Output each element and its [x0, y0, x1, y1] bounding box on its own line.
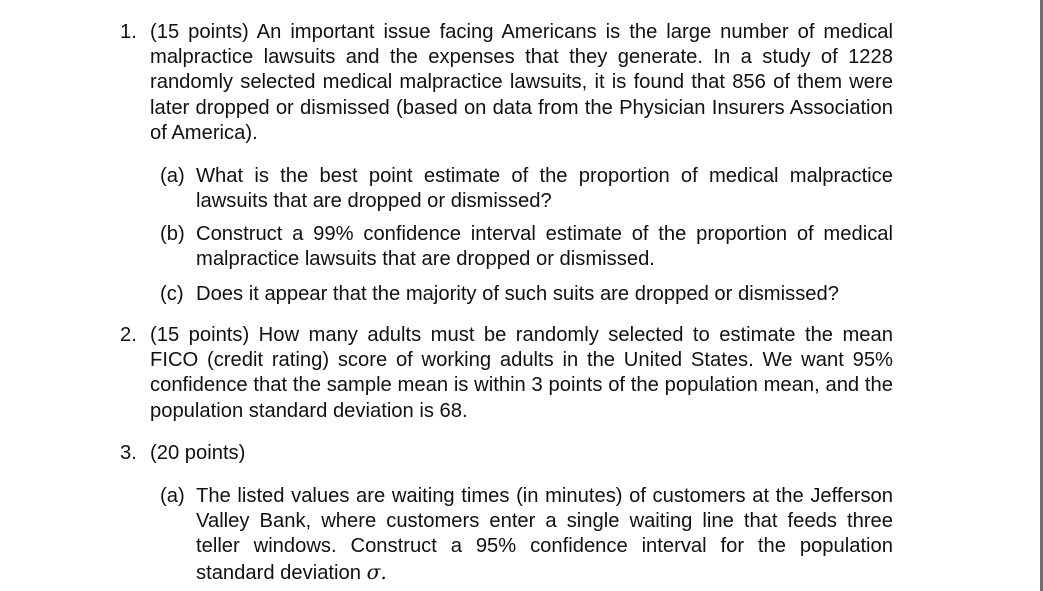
problem-text: (20 points) — [150, 442, 246, 464]
problem-text: (15 points) An important issue facing Americans is the large number of medical malpractice lawsuits and the expenses that they generate. In a study of 1228 randomly selected medical malpractice lawsuits, it is found that 856 of them were later dropped or dismissed (based on data from the Physician Insurers Association of America). — [150, 21, 893, 144]
problem-1-part-c — [160, 282, 893, 307]
problem-number: 2. — [120, 324, 137, 346]
part-label: (b) — [160, 223, 185, 245]
part-text — [196, 484, 893, 586]
problem-1-part-a — [160, 164, 893, 214]
problem-3-part-a — [160, 484, 893, 586]
problem-2 — [120, 323, 893, 424]
part-text: Construct a 99% confidence interval estimate of the proportion of medical malpractice lawsuits that are dropped or dismissed. — [196, 223, 893, 271]
part-text-main: The listed values are waiting times (in minutes) of customers at the Jefferson Valley Bank, where customers enter a single waiting line that feeds three teller windows. Construct a 95% confidence interval for the population standard deviation — [196, 485, 893, 584]
sigma-symbol: σ. — [366, 559, 387, 584]
problem-3 — [120, 441, 893, 466]
problem-1 — [120, 20, 893, 146]
problem-text: (15 points) How many adults must be randomly selected to estimate the mean FICO (credit rating) score of working adults in the United States. We want 95% confidence that the sample mean is within 3 points of the population mean, and the population standard deviation is 68. — [150, 324, 893, 422]
problem-1-part-b — [160, 222, 893, 272]
problem-number: 3. — [120, 442, 137, 464]
problem-number: 1. — [120, 21, 137, 43]
part-label: (a) — [160, 165, 185, 187]
part-label: (a) — [160, 485, 185, 507]
part-label: (c) — [160, 283, 184, 305]
part-text: Does it appear that the majority of such suits are dropped or dismissed? — [196, 283, 839, 305]
part-text: What is the best point estimate of the proportion of medical malpractice lawsuits that are dropped or dismissed? — [196, 165, 893, 213]
